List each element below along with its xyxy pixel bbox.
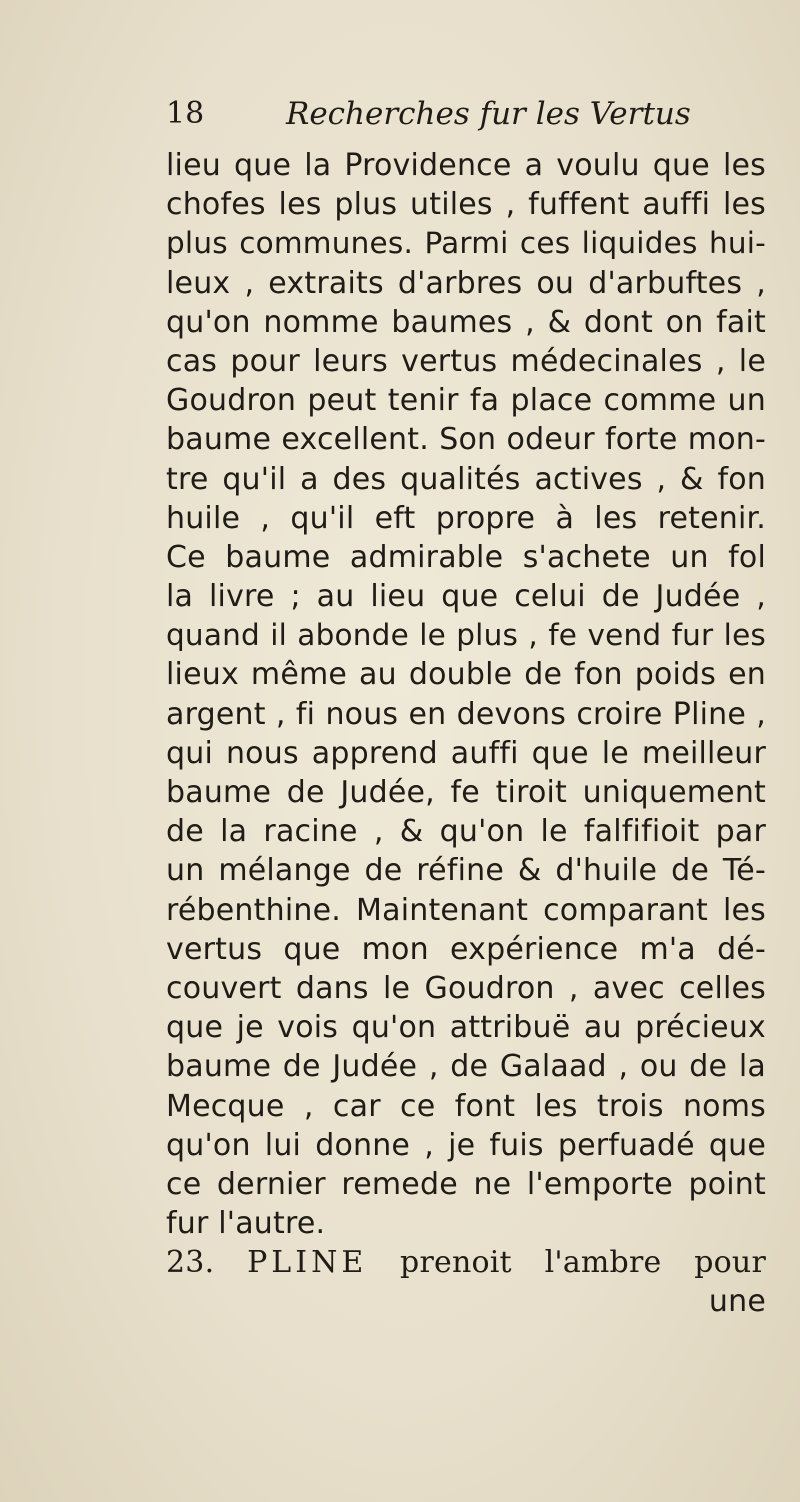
page-header — [166, 92, 726, 136]
text-line: quand il abonde le plus , fe vend fur les — [166, 618, 766, 653]
text-line: rébenthine. Maintenant comparant les — [166, 892, 766, 928]
section-start-line — [166, 1243, 766, 1282]
catchword: une — [708, 1284, 766, 1320]
text-line: de la racine , & qu'on le falfifioit par — [166, 814, 766, 850]
body-text — [166, 146, 766, 1322]
text-line: vertus que mon expérience m'a dé- — [166, 931, 766, 967]
text-line: argent , fi nous en devons croire Pline , — [166, 696, 766, 732]
text-line: tre qu'il a des qualités actives , & fon — [166, 461, 766, 497]
text-line: leux , extraits d'arbres ou d'arbuftes , — [166, 265, 766, 301]
text-line: Goudron peut tenir fa place comme un — [166, 383, 766, 419]
text-line: baume excellent. Son odeur forte mon- — [166, 422, 766, 458]
text-line: qu'on nomme baumes , & dont on fait — [166, 304, 766, 340]
text-line: plus communes. Parmi ces liquides hui- — [166, 226, 766, 261]
section-text: prenoit l'ambre pour — [400, 1245, 766, 1281]
text-line: huile , qu'il eft propre à les retenir. — [166, 500, 766, 536]
text-line: couvert dans le Goudron , avec celles — [166, 970, 766, 1006]
text-line: ce dernier remede ne l'emporte point — [166, 1166, 766, 1202]
running-title: Recherches fur les Vertus — [286, 96, 691, 132]
text-line: baume de Judée , de Galaad , ou de la — [166, 1049, 766, 1085]
section-name: PLINE — [247, 1245, 368, 1281]
text-line: que je vois qu'on attribuë au précieux — [166, 1010, 766, 1046]
text-line: un mélange de réfine & d'huile de Té- — [166, 853, 766, 889]
text-line: chofes les plus utiles , fuffent auffi les — [166, 187, 766, 223]
text-line: qu'on lui donne , je fuis perfuadé que — [166, 1127, 766, 1163]
text-line: Ce baume admirable s'achete un fol — [166, 539, 766, 575]
text-line: lieux même au double de fon poids en — [166, 657, 766, 693]
text-line: baume de Judée, fe tiroit uniquement — [166, 775, 766, 810]
text-line: cas pour leurs vertus médecinales , le — [166, 343, 766, 379]
text-line: lieu que la Providence a voulu que les — [166, 148, 766, 183]
text-line: fur l'autre. — [166, 1206, 326, 1242]
text-line: la livre ; au lieu que celui de Judée , — [166, 579, 766, 615]
page-number: 18 — [166, 96, 205, 131]
text-line: Mecque , car ce font les trois noms — [166, 1088, 766, 1124]
text-line: qui nous apprend auffi que le meilleur — [166, 735, 766, 771]
section-number: 23. — [166, 1245, 215, 1281]
